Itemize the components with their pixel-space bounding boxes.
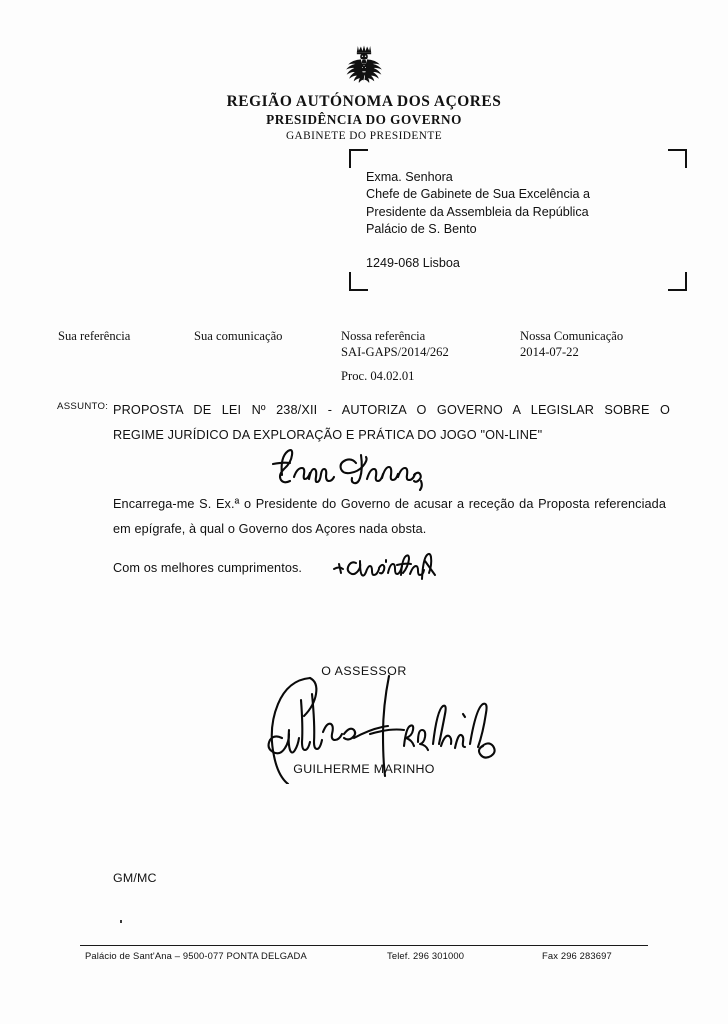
azores-goshawk-crest-icon: [338, 44, 390, 90]
stray-ink-mark: [120, 920, 122, 923]
our-communication-column: [520, 328, 623, 361]
subject-line-2: REGIME JURÍDICO DA EXPLORAÇÃO E PRÁTICA DO JOGO "ON-LINE": [113, 428, 543, 442]
your-reference-column: [58, 328, 130, 344]
signature-title: O ASSESSOR: [321, 664, 407, 678]
address-line-4: Palácio de S. Bento: [366, 222, 477, 237]
body-paragraph-2: Com os melhores cumprimentos.: [113, 561, 303, 575]
recipient-address-box: [349, 149, 687, 291]
address-line-2: Chefe de Gabinete de Sua Excelência a: [366, 187, 591, 202]
corner-bracket-bottom-right-icon: [668, 272, 687, 291]
your-reference-label: Sua referência: [58, 329, 131, 343]
body-paragraph-1: Encarrega-me S. Ex.ª o Presidente do Governo de acusar a receção da Proposta referenciada em epígrafe, à qual o Governo dos Açores nada obsta.: [113, 497, 666, 536]
address-line-3: Presidente da Assembleia da República: [366, 204, 589, 219]
our-reference-column: [341, 328, 449, 361]
footer: [80, 950, 648, 966]
address-line-1: Exma. Senhora: [366, 170, 453, 184]
our-reference-label: Nossa referência: [341, 329, 426, 343]
address-postal-code: 1249-068 Lisboa: [366, 256, 460, 270]
footer-fax: Fax 296 283697: [542, 950, 612, 961]
signature-name: GUILHERME MARINHO: [293, 762, 435, 776]
org-name-line-3: GABINETE DO PRESIDENTE: [285, 130, 443, 143]
reference-row: [0, 328, 728, 388]
footer-address: Palácio de Sant'Ana – 9500-077 PONTA DELGADA: [85, 950, 307, 961]
your-communication-column: [194, 328, 282, 344]
corner-bracket-top-left-icon: [349, 149, 368, 168]
subject-line-1: PROPOSTA DE LEI Nº 238/XII - AUTORIZA O GOVERNO A LEGISLAR SOBRE O: [113, 403, 670, 417]
corner-bracket-bottom-left-icon: [349, 272, 368, 291]
recipient-address: [366, 169, 590, 239]
our-reference-value: SAI-GAPS/2014/262: [341, 345, 449, 360]
subject-label: ASSUNTO:: [57, 401, 109, 412]
our-communication-value: 2014-07-22: [520, 345, 579, 360]
our-communication-label: Nossa Comunicação: [520, 329, 624, 343]
process-number: Proc. 04.02.01: [341, 369, 415, 383]
author-initials: GM/MC: [113, 871, 157, 885]
corner-bracket-top-right-icon: [668, 149, 687, 168]
org-name-line-2: PRESIDÊNCIA DO GOVERNO: [266, 112, 462, 128]
letterhead: [0, 44, 728, 144]
handwritten-salutation-ink: [268, 445, 438, 491]
your-communication-label: Sua comunicação: [194, 329, 283, 343]
footer-divider: [80, 945, 648, 946]
org-name-line-1: REGIÃO AUTÓNOMA DOS AÇORES: [226, 93, 502, 110]
subject-text: [113, 398, 670, 448]
footer-phone: Telef. 296 301000: [387, 950, 465, 961]
